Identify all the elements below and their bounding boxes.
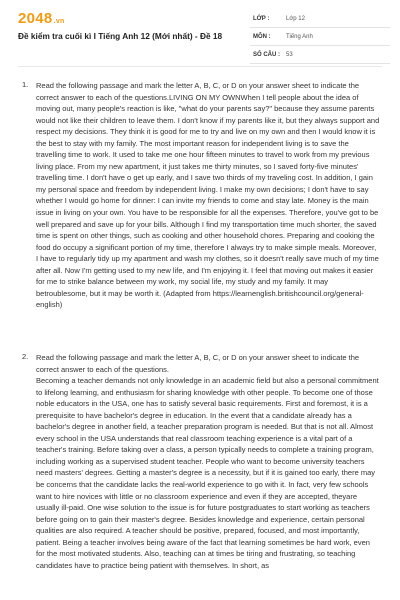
question-body [36,352,380,571]
info-table [250,10,390,64]
question-number: 1. [22,80,29,89]
info-label: MÔN : [250,28,283,46]
info-label: LỚP : [250,10,283,28]
page-title: Đề kiểm tra cuối kì I Tiếng Anh 12 (Mới nhất) - Đề 18 [18,31,223,41]
logo-text: 2048 [18,10,53,27]
question-text: Read the following passage and mark the letter A, B, C, or D on your answer sheet to indicate the correct answer to each of the questions. [36,353,360,374]
info-label: SỐ CÂU : [250,46,283,64]
question-passage: Becoming a teacher demands not only knowledge in an academic field but also a personal commitment to lifelong learning, and enthusiasm for sharing knowledge with other people. To become one of those noble educators in the USA, one has to satisfy several basic requirements. First and foremost, it is a prerequisite to have bachelor's degree in education. In the event that a candidate already has a bachelor's degree in another field, a teacher preparation program is needed. But that is not all. Almost every school in the USA understands that real classroom teaching experience is a vital part of a teacher's training. Before taking over a class, a person typically needs to complete a training program, including working as a supervised student teacher. People who want to become university teachers need masters' degrees. Getting a master's degree is a necessity, but if it is gained too early, there may be concerns that the candidate lacks the real-world experience to go with it. In fact, very few schools want to hire novices with little or no classroom experience and even if they are accepted, theyare usually ill-paid. One wise solution to the issue is for future postgraduates to start working as teachers before going on to gain their master's degree. Besides knowledge and experience, certain personal qualities are also required. A teacher should be positive, prepared, focused, and most importantly, patient. Being a teacher involves being aware of the fact that learning sometimes be hard work, even for the most motivated students. Also, teaching can at times be tiring and frustrating, so teaching candidates have to practice being patient with themselves. In short, as [36,376,379,570]
logo-suffix: .vn [53,18,65,25]
question-number: 2. [22,352,29,361]
question-body [36,80,380,311]
header [0,0,400,66]
header-divider [18,66,382,67]
info-row-subject [250,28,390,46]
question-text: Read the following passage and mark the letter A, B, C, or D on your answer sheet to indicate the correct answer to each of the questions.LIVING ON MY OWNWhen I tell people about the idea of moving out, many people's reaction is like, "what do your parents say?" because they assume parents would not like their children to leave them. I don't know if my parents like it, but they always support and respect my decisions. They think it is good for me to try and live on my own and then I would know it is the best to stay with my family. The most important reason for independent living is to save the travelling time to work. It used to take me one hour fifteen minutes to travel to work from my previous living place. From my new apartment, it just takes me thirty minutes, so I saved forty-five minutes' travelling time. I don't have o get up early, and I save two thirds of my traveling cost. In addition, I gain my personal space and freedom by independent living. I make my own decisions; I don't have to say whether I would go home for dinner: I can invite my friends to come and stay late. Money is the main issue in living on your own. You have to be responsible for all the expenses. Therefore, you've got to be well prepared and save up for your bills. Although I find my transportation time much shorter, the saved time is spent on other things, such as cooking and other household chores. Preparing and cooking the food do occupy a significant portion of my time, therefore I always try to make simple meals. Moreover, I have to regularly tidy up my apartment and wash my clothes, so it doesn't really save much of my time after all. Now I'm getting used to my new life, and I'm enjoying it. I feel that moving out makes it easier for me to strike balance between my work, my social life, my study and my family. It may betroublesome, but it may be worth it. (Adapted from https://learnenglish.britishcouncil.org/general-english) [36,81,380,310]
info-row-class [250,10,390,28]
info-value: 53 [283,46,390,64]
info-value: Tiếng Anh [283,28,390,46]
question-item [18,80,380,311]
question-item [18,352,380,571]
info-value: Lớp 12 [283,10,390,28]
site-logo[interactable] [18,10,65,27]
info-row-count [250,46,390,64]
